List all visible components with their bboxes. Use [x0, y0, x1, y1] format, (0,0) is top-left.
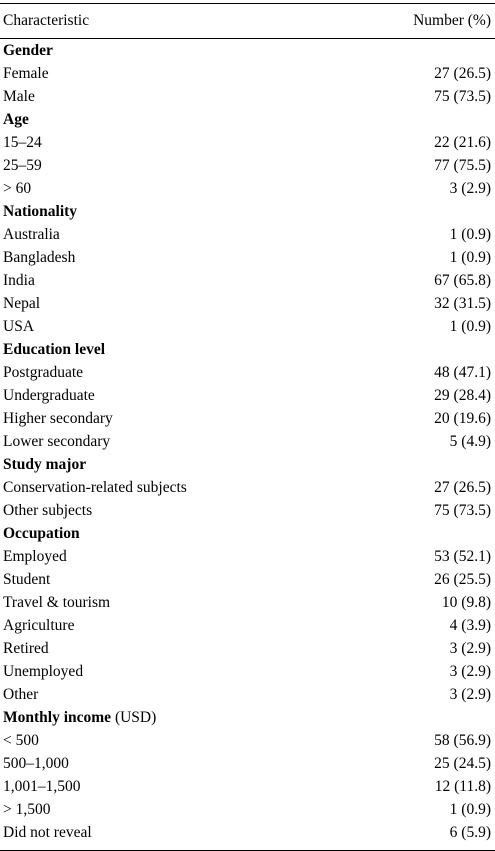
column-header-characteristic: Characteristic: [3, 12, 90, 29]
section-heading: [3, 341, 105, 359]
row-value: 22 (21.6): [434, 133, 491, 151]
table-row: [0, 62, 495, 85]
row-value: 6 (5.9): [449, 823, 491, 841]
row-label: 15–24: [3, 133, 42, 151]
section-heading: [3, 525, 80, 543]
section-heading-row: [0, 200, 495, 223]
row-value: 75 (73.5): [434, 501, 491, 519]
row-value: 3 (2.9): [449, 639, 491, 657]
table-row: [0, 637, 495, 660]
row-label: Postgraduate: [3, 363, 84, 381]
table-row: [0, 821, 495, 844]
row-value: 1 (0.9): [449, 800, 491, 818]
section-heading-row: [0, 522, 495, 545]
row-value: 27 (26.5): [434, 64, 491, 82]
table-row: [0, 752, 495, 775]
row-label: Australia: [3, 225, 60, 243]
table-row: [0, 545, 495, 568]
row-value: 32 (31.5): [434, 294, 491, 312]
row-value: 1 (0.9): [449, 225, 491, 243]
row-label: Travel & tourism: [3, 593, 111, 611]
row-label: Agriculture: [3, 616, 75, 634]
row-value: 58 (56.9): [434, 731, 491, 749]
table-row: [0, 361, 495, 384]
row-label: Male: [3, 87, 35, 105]
table-row: [0, 315, 495, 338]
table-row: [0, 269, 495, 292]
table-row: [0, 476, 495, 499]
row-value: 75 (73.5): [434, 87, 491, 105]
row-value: 10 (9.8): [441, 593, 491, 611]
row-value: 25 (24.5): [434, 754, 491, 772]
row-label: < 500: [3, 731, 39, 749]
row-label: Conservation-related subjects: [3, 478, 187, 496]
row-label: Other: [3, 685, 39, 703]
table-row: [0, 591, 495, 614]
row-value: 5 (4.9): [449, 432, 491, 450]
section-title: Monthly income: [3, 708, 112, 726]
row-label: Higher secondary: [3, 409, 113, 427]
row-label: > 1,500: [3, 800, 51, 818]
section-heading: [3, 203, 77, 221]
row-value: 1 (0.9): [449, 248, 491, 266]
row-value: 4 (3.9): [449, 616, 491, 634]
row-label: 25–59: [3, 156, 42, 174]
section-title: Study major: [3, 455, 87, 473]
table-body: [0, 39, 495, 844]
table-row: [0, 614, 495, 637]
table-row: [0, 177, 495, 200]
row-label: Female: [3, 64, 49, 82]
table-row: [0, 85, 495, 108]
table-row: [0, 775, 495, 798]
table-row: [0, 407, 495, 430]
section-title: Gender: [3, 41, 53, 59]
table-row: [0, 131, 495, 154]
row-label: India: [3, 271, 35, 289]
row-value: 3 (2.9): [449, 685, 491, 703]
row-value: 48 (47.1): [434, 363, 491, 381]
row-label: Nepal: [3, 294, 41, 312]
section-heading: [3, 456, 86, 474]
table-row: [0, 568, 495, 591]
row-value: 3 (2.9): [449, 179, 491, 197]
table-row: [0, 683, 495, 706]
section-heading-row: [0, 39, 495, 62]
section-title: Education level: [3, 340, 106, 358]
row-label: Did not reveal: [3, 823, 92, 841]
section-title: Nationality: [3, 202, 78, 220]
row-label: USA: [3, 317, 35, 335]
table-row: [0, 499, 495, 522]
table-row: [0, 154, 495, 177]
row-label: > 60: [3, 179, 32, 197]
row-value: 26 (25.5): [434, 570, 491, 588]
section-title: Age: [3, 110, 29, 128]
section-unit-note: (USD): [114, 708, 157, 726]
row-label: Student: [3, 570, 51, 588]
row-value: 20 (19.6): [434, 409, 491, 427]
row-label: 1,001–1,500: [3, 777, 81, 795]
row-value: 12 (11.8): [434, 777, 491, 795]
row-value: 1 (0.9): [449, 317, 491, 335]
section-heading-row: [0, 453, 495, 476]
section-heading-row: [0, 338, 495, 361]
section-heading: [3, 111, 29, 129]
row-label: Undergraduate: [3, 386, 95, 404]
section-title: Occupation: [3, 524, 80, 542]
row-value: 27 (26.5): [434, 478, 491, 496]
row-label: 500–1,000: [3, 754, 69, 772]
section-heading-row: [0, 108, 495, 131]
row-value: 67 (65.8): [434, 271, 491, 289]
table-row: [0, 660, 495, 683]
table-row: [0, 729, 495, 752]
table-row: [0, 292, 495, 315]
row-value: 77 (75.5): [434, 156, 491, 174]
table-row: [0, 798, 495, 821]
row-value: 29 (28.4): [434, 386, 491, 404]
table-row: [0, 223, 495, 246]
section-heading-row: [0, 706, 495, 729]
row-value: 53 (52.1): [434, 547, 491, 565]
section-heading: [3, 709, 156, 727]
row-label: Lower secondary: [3, 432, 111, 450]
table-row: [0, 246, 495, 269]
table-header-row: [0, 4, 495, 38]
row-label: Bangladesh: [3, 248, 76, 266]
row-label: Unemployed: [3, 662, 84, 680]
column-header-number: Number (%): [413, 12, 491, 29]
table-row: [0, 430, 495, 453]
row-label: Employed: [3, 547, 67, 565]
table-row: [0, 384, 495, 407]
row-label: Retired: [3, 639, 49, 657]
row-value: 3 (2.9): [449, 662, 491, 680]
section-heading: [3, 42, 53, 60]
row-label: Other subjects: [3, 501, 93, 519]
